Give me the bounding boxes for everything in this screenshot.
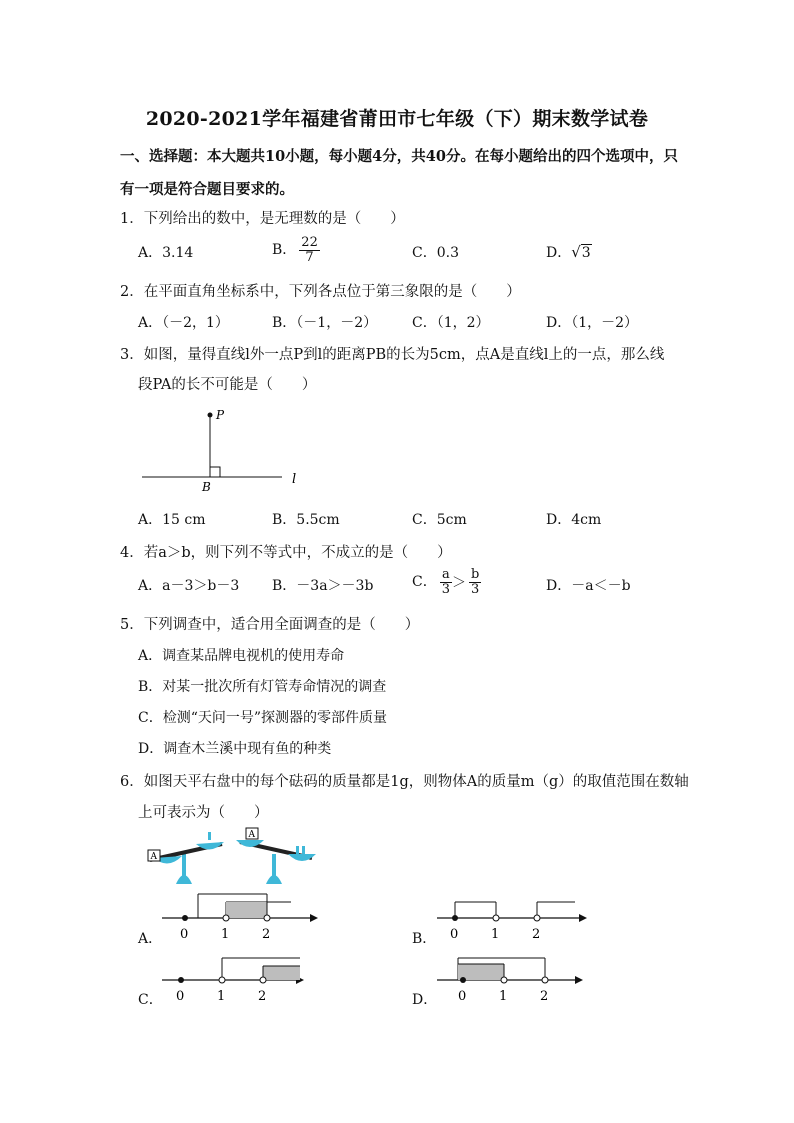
q1-option-b-prefix: B． (272, 242, 297, 259)
object-a-label-left: A (150, 852, 157, 862)
q6-option-d: D． (412, 992, 438, 1008)
q6-numberline-c (160, 950, 325, 1006)
weight-icon (302, 846, 305, 854)
q3-option-a: A．15 cm (138, 512, 206, 528)
object-a-label-right: A (248, 830, 255, 840)
q2-stem: 2．在平面直角坐标系中，下列各点位于第三象限的是（ ） (120, 284, 521, 300)
q2-option-d: D．（1，－2） (546, 315, 639, 331)
q1-option-b (272, 236, 320, 264)
q4-c-numerator-b: b (471, 567, 480, 582)
q6-option-c: C． (138, 992, 163, 1008)
label-l: l (292, 472, 297, 487)
q1-option-b-denominator: 7 (305, 249, 314, 265)
q2-option-a: A．（－2，1） (138, 315, 229, 331)
tick-1: 1 (491, 927, 500, 942)
q1-option-d-radicand: 3 (581, 245, 591, 261)
q5-option-d: D．调查木兰溪中现有鱼的种类 (138, 741, 332, 757)
q1-option-c: C．0.3 (412, 245, 459, 261)
q5-option-b: B．对某一批次所有灯管寿命情况的调查 (138, 679, 387, 695)
q2-option-b: B．（－1，－2） (272, 315, 378, 331)
q4-c-greater-sign: ＞ (452, 575, 466, 592)
q1-option-d (546, 242, 592, 262)
q4-c-denominator-a: 3 (441, 581, 450, 597)
tick-2: 2 (262, 927, 271, 942)
tick-0: 0 (458, 989, 467, 1004)
q6-stem-line1: 6．如图天平右盘中的每个砝码的质量都是1g，则物体A的质量m（g）的取值范围在数轴 (120, 774, 689, 790)
q4-option-c (412, 568, 481, 596)
q2-option-c: C．（1，2） (412, 315, 490, 331)
q5-option-a: A．调查某品牌电视机的使用寿命 (138, 648, 345, 664)
q6-option-a: A． (138, 931, 163, 947)
q1-option-b-fraction (299, 236, 320, 264)
q3-figure (140, 402, 320, 497)
q4-option-b: B．－3a＞－3b (272, 578, 374, 594)
tick-2: 2 (532, 927, 541, 942)
q4-stem: 4．若a＞b，则下列不等式中，不成立的是（ ） (120, 545, 452, 561)
label-p: P (216, 408, 225, 422)
label-b: B (202, 480, 211, 494)
section-heading-line1: 一、选择题：本大题共10小题，每小题4分，共40分。在每小题给出的四个选项中，只 (120, 148, 678, 165)
q5-option-c: C．检测“天问一号”探测器的零部件质量 (138, 710, 388, 726)
q4-option-a: A．a－3＞b－3 (138, 578, 240, 594)
q4-option-c-prefix: C． (412, 574, 437, 591)
right-balance (236, 828, 316, 884)
q3-option-d: D．4cm (546, 512, 602, 528)
tick-0: 0 (180, 927, 189, 942)
q6-numberline-b (435, 890, 595, 945)
tick-0: 0 (176, 989, 185, 1004)
tick-2: 2 (540, 989, 549, 1004)
q3-option-c: C．5cm (412, 512, 467, 528)
tick-1: 1 (499, 989, 508, 1004)
balance-scales-figure (140, 826, 330, 886)
q6-stem-line2: 上可表示为（ ） (138, 805, 269, 821)
q4-option-c-fraction-b (469, 568, 481, 596)
q4-c-denominator-b: 3 (471, 581, 480, 597)
right-angle-mark (210, 467, 220, 477)
q1-stem: 1．下列给出的数中，是无理数的是（ ） (120, 211, 405, 227)
sqrt-symbol: √ (571, 243, 581, 261)
q1-option-b-numerator: 22 (301, 235, 318, 250)
q6-numberline-a (160, 890, 325, 945)
section-heading-line2: 有一项是符合题目要求的。 (120, 181, 294, 198)
q1-option-a: A．3.14 (138, 245, 194, 261)
q4-c-numerator-a: a (441, 567, 450, 582)
q3-stem-line1: 3．如图，量得直线l外一点P到l的距离PB的长为5cm，点A是直线l上的一点，那么线 (120, 347, 665, 363)
q5-stem: 5．下列调查中，适合用全面调查的是（ ） (120, 617, 420, 633)
tick-0: 0 (450, 927, 459, 942)
point-p (208, 413, 213, 418)
q4-option-d: D．－a＜－b (546, 578, 631, 594)
left-balance (148, 832, 224, 884)
q3-stem-line2: 段PA的长不可能是（ ） (138, 377, 317, 393)
q3-option-b: B．5.5cm (272, 512, 340, 528)
tick-1: 1 (221, 927, 230, 942)
q6-numberline-d (435, 950, 595, 1006)
page-title: 2020-2021学年福建省莆田市七年级（下）期末数学试卷 (145, 108, 649, 130)
weight-icon (208, 832, 211, 840)
q4-option-c-fraction-a (440, 568, 452, 596)
q1-option-d-prefix: D． (546, 245, 572, 261)
tick-1: 1 (217, 989, 226, 1004)
q6-option-b: B． (412, 931, 437, 947)
tick-2: 2 (258, 989, 267, 1004)
weight-icon (296, 846, 299, 854)
